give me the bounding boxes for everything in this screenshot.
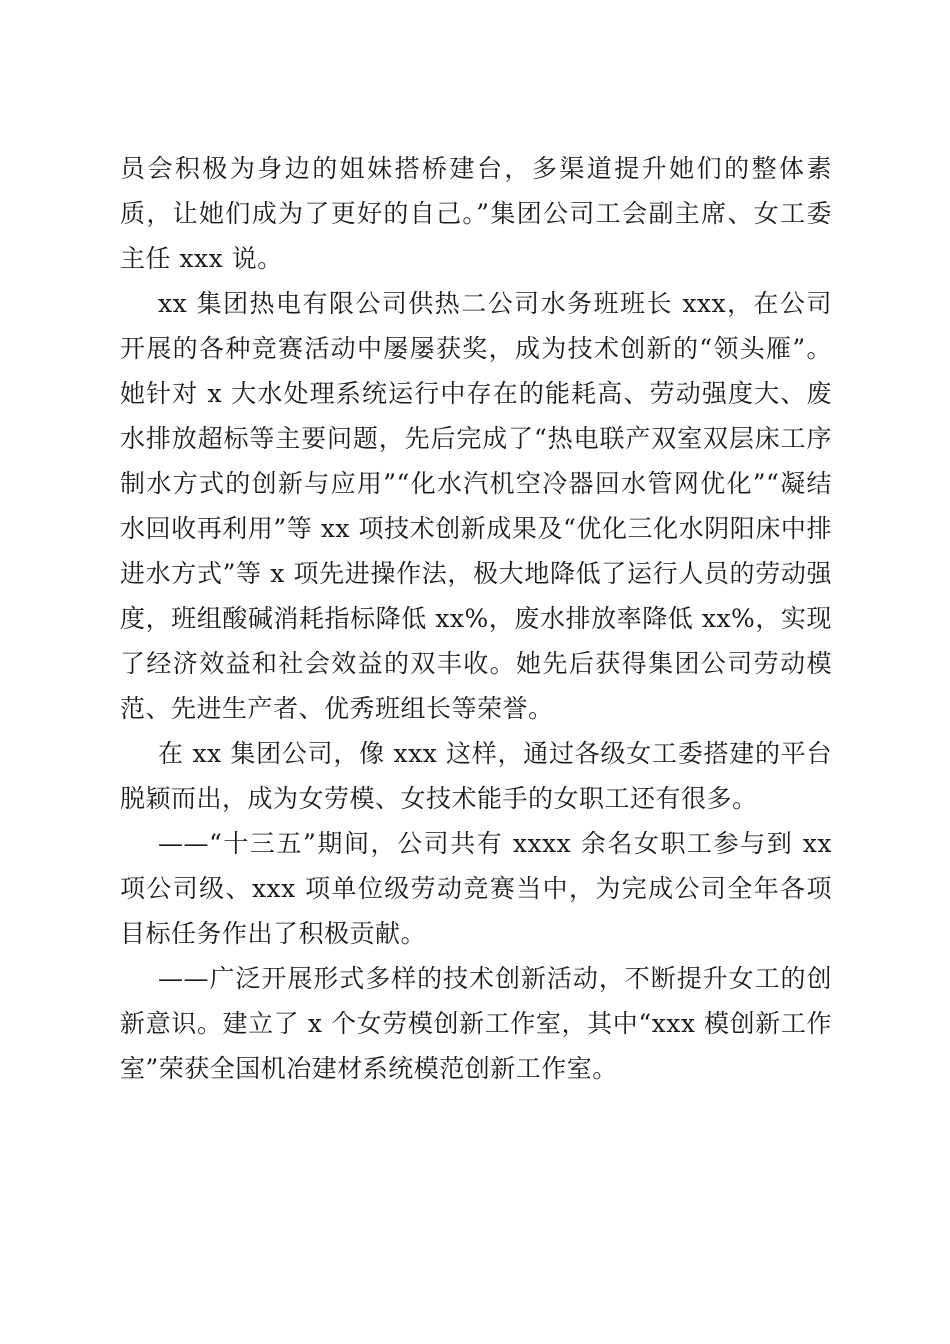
paragraph-5: ——广泛开展形式多样的技术创新活动，不断提升女工的创新意识。建立了 x 个女劳模创新工作室，其中“xxx 模创新工作室”荣获全国机冶建材系统模范创新工作室。 [120, 964, 832, 1083]
paragraph-3: 在 xx 集团公司，像 xxx 这样，通过各级女工委搭建的平台脱颖而出，成为女劳模、女技术能手的女职工还有很多。 [120, 739, 832, 813]
paragraph-2: xx 集团热电有限公司供热二公司水务班班长 xxx，在公司开展的各种竞赛活动中屡屡获奖，成为技术创新的“领头雁”。她针对 x 大水处理系统运行中存在的能耗高、劳动强度大、废水排放超标等主要问题，先后完成了“热电联产双室双层床工序制水方式的创新与应用”“化水汽机空冷器回水管网优化”“凝结水回收再利用”等 xx 项技术创新成果及“优化三化水阴阳床中排进水方式”等 x 项先进操作法，极大地降低了运行人员的劳动强度，班组酸碱消耗指标降低 xx%，废水排放率降低 xx%，实现了经济效益和社会效益的双丰收。她先后获得集团公司劳动模范、先进生产者、优秀班组长等荣誉。 [120, 289, 832, 723]
paragraph-1: 员会积极为身边的姐妹搭桥建台，多渠道提升她们的整体素质，让她们成为了更好的自己。”集团公司工会副主席、女工委主任 xxx 说。 [120, 154, 832, 273]
document-body [120, 146, 832, 1091]
paragraph-4: ——“十三五”期间，公司共有 xxxx 余名女职工参与到 xx 项公司级、xxx 项单位级劳动竞赛当中，为完成公司全年各项目标任务作出了积极贡献。 [120, 829, 832, 948]
